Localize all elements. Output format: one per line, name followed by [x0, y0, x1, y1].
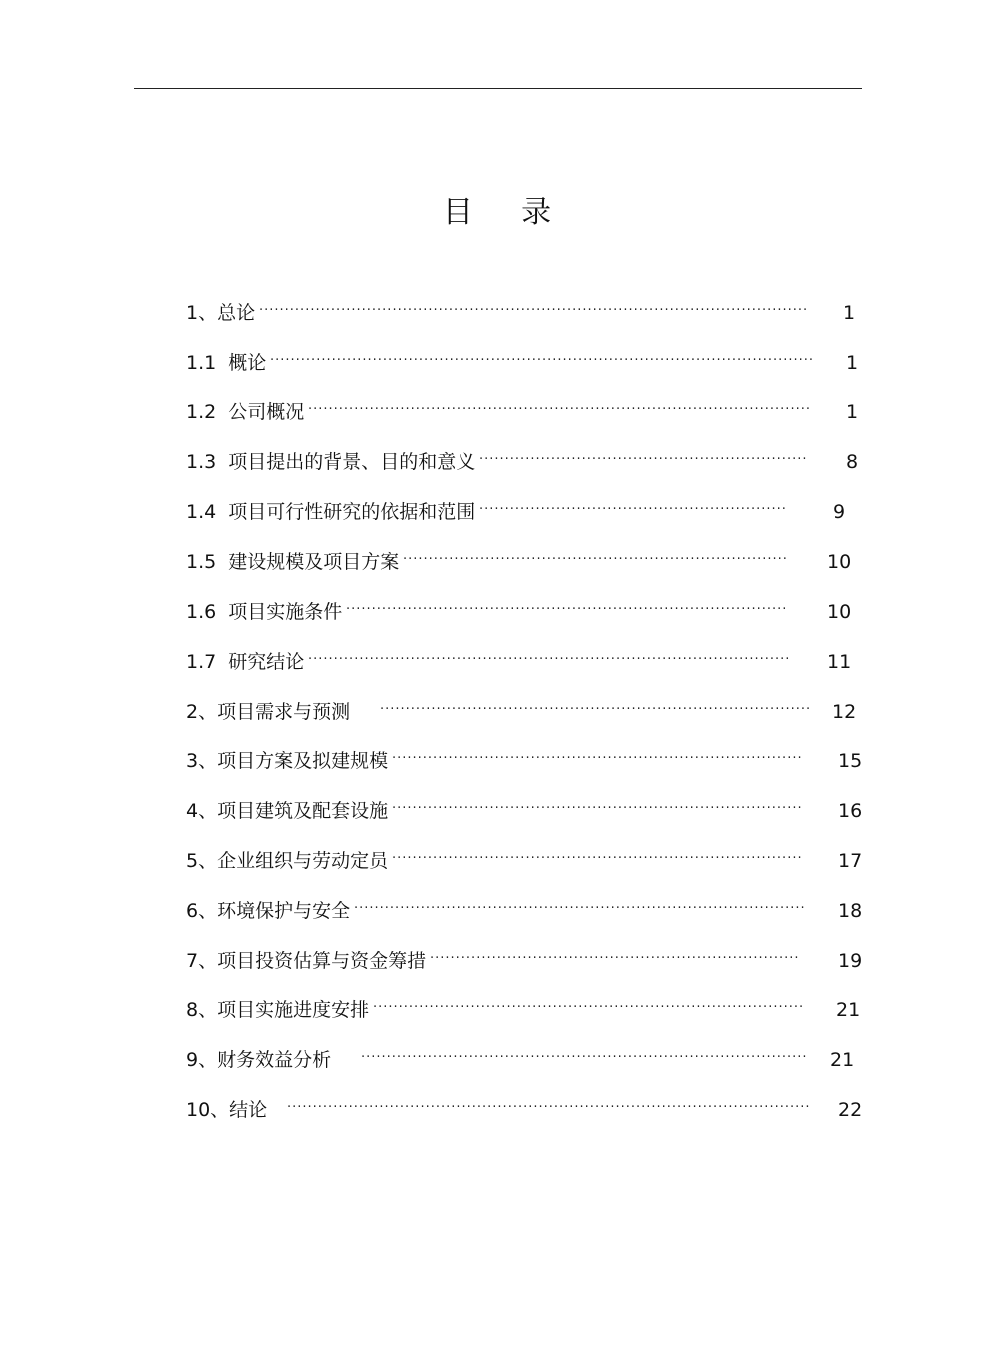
toc-entry-label: 10、结论: [186, 1099, 268, 1121]
toc-dot-leader: ···········································································: [403, 552, 788, 567]
toc-entry-page: 19: [838, 950, 863, 972]
toc-entry[interactable]: [0, 1045, 950, 1075]
toc-entry-page: 1: [846, 401, 859, 423]
toc-entry-page: 21: [830, 1049, 855, 1071]
toc-entry-page: 18: [838, 900, 863, 922]
toc-dot-leader: ······································································································: [287, 1100, 811, 1115]
toc-dot-leader: ····················································································: [380, 702, 812, 717]
toc-entry-page: 17: [838, 850, 863, 872]
toc-dot-leader: ······························································································: [308, 652, 791, 667]
toc-entry-label: 1、总论: [186, 302, 256, 324]
toc-dot-leader: ··········································································································: [270, 353, 815, 368]
toc-entry-label: 1.6 项目实施条件: [186, 601, 343, 623]
toc-dot-leader: ····························································: [479, 502, 787, 517]
toc-entry-label: 3、项目方案及拟建规模: [186, 750, 389, 772]
toc-entry-page: 8: [846, 451, 859, 473]
toc-entry-page: 9: [833, 501, 846, 523]
toc-entry[interactable]: [0, 497, 950, 527]
toc-entry-page: 15: [838, 750, 863, 772]
toc-entry-page: 10: [827, 601, 852, 623]
toc-dot-leader: ································································: [479, 452, 808, 467]
toc-dot-leader: ··································································································: [308, 402, 811, 417]
toc-dot-leader: ················································································: [392, 751, 803, 766]
toc-entry[interactable]: [0, 547, 950, 577]
toc-entry[interactable]: [0, 597, 950, 627]
toc-entry-page: 11: [827, 651, 852, 673]
toc-dot-leader: ················································································: [392, 851, 803, 866]
toc-entry-label: 9、财务效益分析: [186, 1049, 332, 1071]
toc-entry-label: 1.3 项目提出的背景、目的和意义: [186, 451, 476, 473]
toc-entry[interactable]: [0, 697, 950, 727]
toc-entry-page: 16: [838, 800, 863, 822]
toc-entry[interactable]: [0, 647, 950, 677]
toc-entry-page: 21: [836, 999, 861, 1021]
toc-entry-page: 12: [832, 701, 857, 723]
toc-entry[interactable]: [0, 896, 950, 926]
toc-dot-leader: ················································································: [392, 801, 803, 816]
toc-entry[interactable]: [0, 846, 950, 876]
toc-dot-leader: ········································································: [430, 951, 800, 966]
toc-entry-page: 22: [838, 1099, 863, 1121]
toc-dot-leader: ························································································: [354, 901, 806, 916]
toc-dot-leader: ····················································································: [373, 1000, 805, 1015]
toc-title: 目 录: [442, 195, 554, 230]
toc-entry-label: 8、项目实施进度安排: [186, 999, 370, 1021]
toc-dot-leader: ·······················································································: [361, 1050, 808, 1065]
toc-entry-label: 4、项目建筑及配套设施: [186, 800, 389, 822]
toc-entry[interactable]: [0, 995, 950, 1025]
toc-entry-label: 1.2 公司概况: [186, 401, 305, 423]
toc-entry-label: 2、项目需求与预测: [186, 701, 351, 723]
toc-entry-page: 1: [843, 302, 856, 324]
toc-entry[interactable]: [0, 397, 950, 427]
toc-entry-label: 5、企业组织与劳动定员: [186, 850, 389, 872]
toc-entry[interactable]: [0, 1095, 950, 1125]
toc-entry-page: 1: [846, 352, 859, 374]
toc-entry[interactable]: [0, 298, 950, 328]
toc-entry-label: 7、项目投资估算与资金筹措: [186, 950, 427, 972]
toc-entry-label: 1.7 研究结论: [186, 651, 305, 673]
toc-entry-label: 1.4 项目可行性研究的依据和范围: [186, 501, 476, 523]
toc-entry[interactable]: [0, 746, 950, 776]
toc-entry-label: 1.1 概论: [186, 352, 267, 374]
toc-entry-label: 1.5 建设规模及项目方案: [186, 551, 400, 573]
toc-entry[interactable]: [0, 946, 950, 976]
toc-entry[interactable]: [0, 348, 950, 378]
toc-dot-leader: ······················································································: [346, 602, 788, 617]
toc-entry[interactable]: [0, 796, 950, 826]
toc-dot-leader: ···········································································································: [259, 303, 809, 318]
toc-entry-page: 10: [827, 551, 852, 573]
toc-entry-label: 6、环境保护与安全: [186, 900, 351, 922]
toc-entry[interactable]: [0, 447, 950, 477]
